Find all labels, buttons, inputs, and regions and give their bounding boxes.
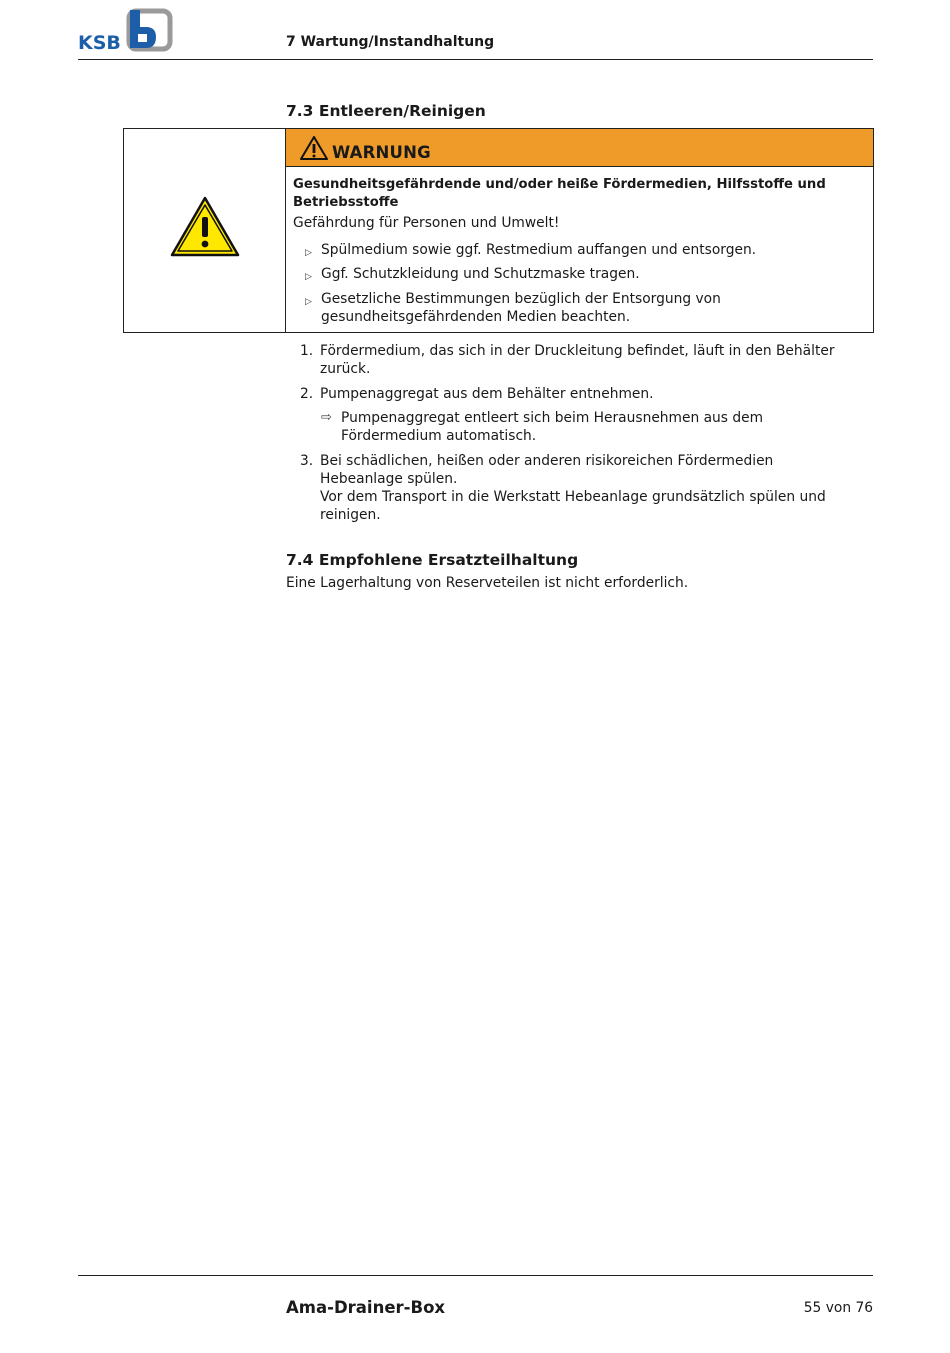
section-heading: 7.4 Empfohlene Ersatzteilhaltung bbox=[286, 551, 579, 569]
product-name: Ama-Drainer-Box bbox=[286, 1298, 446, 1317]
measure-item: ▷ Gesetzliche Bestimmungen bezüglich der Entsorgung von gesundheitsgefährdenden Medien beachten. bbox=[305, 291, 721, 325]
footer-divider bbox=[78, 1275, 873, 1276]
warning-header bbox=[286, 129, 873, 167]
paragraph: Eine Lagerhaltung von Reserveteilen ist nicht erforderlich. bbox=[286, 575, 689, 591]
step-item: 1. Fördermedium, das sich in der Druckleitung befindet, läuft in den Behälter zurück. bbox=[300, 343, 835, 377]
ksb-logo bbox=[78, 8, 174, 54]
step-item: 3. Bei schädlichen, heißen oder anderen risikoreichen Fördermedien Hebeanlage spülen. Vor dem Transport in die Werkstatt Hebeanlage grundsätzlich spülen und reinigen. bbox=[300, 453, 826, 523]
svg-text:KSB: KSB bbox=[78, 32, 121, 54]
warning-box bbox=[123, 128, 874, 333]
warning-triangle-icon bbox=[169, 195, 241, 263]
step-item: 2. Pumpenaggregat aus dem Behälter entnehmen. bbox=[300, 386, 654, 402]
bullet-triangle-icon: ▷ bbox=[305, 272, 312, 282]
chapter-title: 7 Wartung/Instandhaltung bbox=[286, 34, 495, 50]
result-arrow-icon: ⇨ bbox=[321, 410, 332, 425]
section-heading: 7.3 Entleeren/Reinigen bbox=[286, 102, 486, 120]
consequence-text: Gefährdung für Personen und Umwelt! bbox=[293, 215, 560, 231]
warning-label: WARNUNG bbox=[332, 143, 431, 162]
warning-symbol-cell bbox=[124, 129, 286, 332]
bullet-triangle-icon: ▷ bbox=[305, 248, 312, 258]
page-number: 55 von 76 bbox=[803, 1300, 873, 1316]
bullet-triangle-icon: ▷ bbox=[305, 297, 312, 307]
measure-item: ▷ Spülmedium sowie ggf. Restmedium auffangen und entsorgen. bbox=[305, 241, 850, 259]
measure-item: ▷ Ggf. Schutzkleidung und Schutzmaske tragen. bbox=[305, 265, 850, 283]
header-divider bbox=[78, 59, 873, 60]
hazard-text: Gesundheitsgefährdende und/oder heiße Fördermedien, Hilfsstoffe und Betriebsstoffe bbox=[293, 177, 826, 210]
step-result: ⇨ Pumpenaggregat entleert sich beim Herausnehmen aus dem Fördermedium automatisch. bbox=[321, 410, 764, 444]
warning-small-icon bbox=[300, 136, 328, 164]
